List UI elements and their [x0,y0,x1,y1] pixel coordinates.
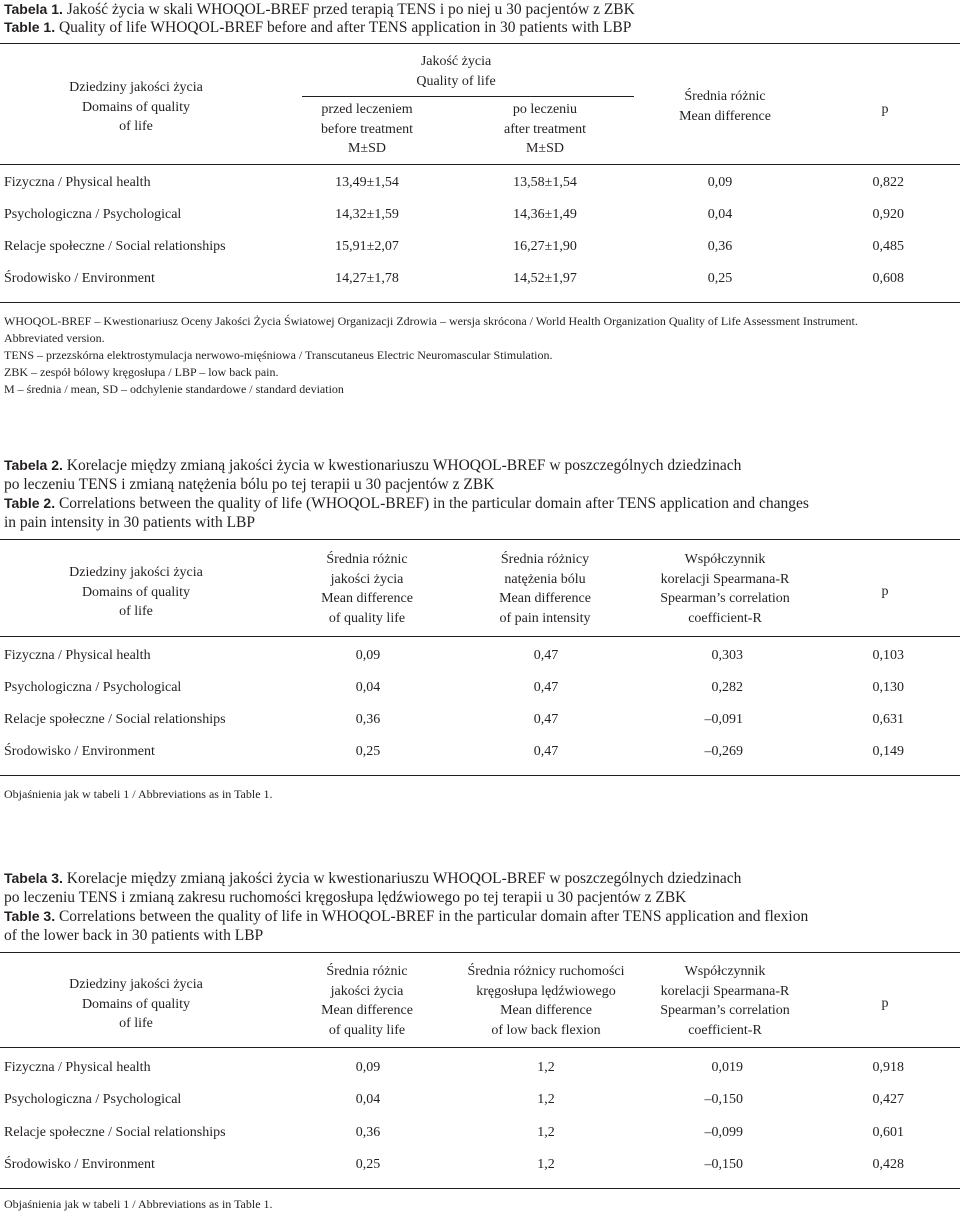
row-before: 13,49±1,54 [335,175,399,190]
table1-note: Abbreviated version. [4,331,105,345]
header-line: coefficient-R [688,610,762,626]
header-line: of life [119,1016,153,1031]
table2-caption-en [4,494,809,513]
row-r: 0,303 [711,648,743,663]
table1-caption-en [4,18,631,37]
table3-label-en: Table 3. [4,908,56,924]
header-line: Dziedziny jakości życia [69,565,203,580]
row-domain: Relacje społeczne / Social relationships [4,239,226,254]
table3-caption-pl-line1: Korelacje między zmianą jakości życia w kwestionariuszu WHOQOL-BREF w poszczególnych dziedzinach [66,870,742,887]
header-line: natężenia bólu [504,571,586,587]
table2-top-rule [0,539,960,540]
row-domain: Środowisko / Environment [4,271,155,286]
table1-note: TENS – przezskórna elektrostymulacja nerwowo-mięśniowa / Transcutaneus Electric Neuromascular Stimulation. [4,348,553,362]
row-p: 0,631 [872,712,904,727]
row-p: 0,485 [872,239,904,254]
row-after: 13,58±1,54 [513,175,577,190]
table1-caption-en-text: Quality of life WHOQOL-BREF before and after TENS application in 30 patients with LBP [58,19,632,36]
row-domain: Psychologiczna / Psychological [4,207,182,222]
row-diff: 0,36 [707,239,733,254]
row-pain: 0,47 [533,744,559,759]
table1-note: ZBK – zespół bólowy kręgosłupa / LBP – low back pain. [4,365,279,379]
row-pain: 0,47 [533,712,559,727]
table1-label-en: Table 1. [4,19,56,35]
row-mob: 1,2 [537,1092,555,1107]
row-after: 14,52±1,97 [513,271,577,286]
row-r: –0,150 [704,1092,743,1107]
table1-note: WHOQOL-BREF – Kwestionariusz Oceny Jakości Życia Światowej Organizacji Zdrowia – wersja skrócona / World Health Organization Quality of Life Assessment Instrument. [4,314,858,328]
header-line: Dziedziny jakości życia [69,80,203,95]
table2-header-rule [0,636,960,637]
row-qol: 0,04 [355,680,381,695]
row-domain: Środowisko / Environment [4,1157,155,1172]
table1-top-rule [0,43,960,44]
table1-caption-pl [4,0,635,19]
header-line: po leczeniu [512,102,578,117]
row-mob: 1,2 [537,1125,555,1140]
header-line: Mean difference [499,591,591,606]
row-pain: 0,47 [533,648,559,663]
table1-group-rule [302,96,634,97]
row-r: 0,019 [711,1060,743,1075]
table2-caption-en-line1: Correlations between the quality of life (WHOQOL-BREF) in the particular domain after TENS application and changes [58,495,809,512]
header-line: Domains of quality [81,996,191,1012]
table2-note: Objaśnienia jak w tabeli 1 / Abbreviations as in Table 1. [4,787,273,801]
header-line: coefficient-R [688,1022,762,1038]
row-before: 14,32±1,59 [335,207,399,222]
header-line: before treatment [320,121,414,137]
table2-header-qol [292,550,442,628]
table3-caption-en-line1: Correlations between the quality of life in WHOQOL-BREF in the particular domain after TENS application and flexion [58,908,809,925]
table1-header-diff [650,87,800,126]
table2-header-pain [470,550,620,628]
table3-caption-en [4,907,808,926]
table1-header-domain [56,78,216,137]
table3-header-qol [292,962,442,1040]
table3-label-pl: Tabela 3. [4,870,63,886]
table3-caption-pl [4,869,741,888]
row-domain: Fizyczna / Physical health [4,175,151,190]
table1-header-group [356,52,556,91]
row-after: 16,27±1,90 [513,239,577,254]
header-line: Średnia różnicy [500,552,590,567]
row-after: 14,36±1,49 [513,207,577,222]
row-p: 0,608 [872,271,904,286]
table3-header-p: p [881,996,889,1011]
row-pain: 0,47 [533,680,559,695]
row-p: 0,149 [872,744,904,759]
header-line: korelacji Spearmana-R [660,983,790,999]
header-line: of quality life [328,1022,406,1038]
row-before: 15,91±2,07 [335,239,399,254]
header-line: of low back flexion [491,1022,601,1038]
table2-caption-pl [4,456,741,475]
row-diff: 0,25 [707,271,733,286]
header-line: of pain intensity [499,610,591,626]
header-line: Mean difference [679,108,771,124]
row-r: –0,099 [704,1125,743,1140]
header-line: Dziedziny jakości życia [69,977,203,992]
header-line: jakości życia [330,571,404,587]
header-line: Domains of quality [81,584,191,600]
header-line: Średnia różnicy ruchomości [467,964,625,979]
header-line: M±SD [347,141,387,156]
row-p: 0,130 [872,680,904,695]
table2-header-domain [46,563,226,622]
row-domain: Fizyczna / Physical health [4,648,151,663]
header-line: Mean difference [500,1003,592,1018]
row-domain: Środowisko / Environment [4,744,155,759]
header-line: M±SD [525,141,565,156]
row-diff: 0,09 [707,175,733,190]
table3-caption-en-line2: of the lower back in 30 patients with LBP [4,927,264,944]
table1-header-before [292,100,442,159]
row-r: 0,282 [711,680,743,695]
row-p: 0,920 [872,207,904,222]
table2-caption-pl-line2: po leczeniu TENS i zmianą natężenia bólu po tej terapii u 30 pacjentów z ZBK [4,476,495,493]
table3-top-rule [0,952,960,953]
table1-header-after [470,100,620,159]
row-qol: 0,09 [355,648,381,663]
row-p: 0,427 [872,1092,904,1107]
table2-label-pl: Tabela 2. [4,457,63,473]
table2-caption-en-line2: in pain intensity in 30 patients with LBP [4,514,256,531]
row-domain: Fizyczna / Physical health [4,1060,151,1075]
header-line: przed leczeniem [321,102,413,117]
row-p: 0,918 [872,1060,904,1075]
table1-bottom-rule [0,302,960,303]
row-mob: 1,2 [537,1157,555,1172]
row-before: 14,27±1,78 [335,271,399,286]
table3-caption-pl-line2: po leczeniu TENS i zmianą zakresu ruchomości kręgosłupa lędźwiowego po tej terapii u 30 pacjentów z ZBK [4,889,687,906]
row-qol: 0,09 [355,1060,381,1075]
table1-note: M – średnia / mean, SD – odchylenie standardowe / standard deviation [4,382,344,396]
header-line: Współczynnik [684,964,766,979]
header-line: of life [119,604,153,619]
row-domain: Psychologiczna / Psychological [4,680,182,695]
header-line: after treatment [503,121,586,137]
row-qol: 0,36 [355,1125,381,1140]
header-line: Quality of life [416,73,496,89]
row-qol: 0,36 [355,712,381,727]
table3-bottom-rule [0,1188,960,1189]
table1-header-p: p [881,102,889,117]
header-line: Średnia różnic [326,964,408,979]
table3-header-corr [630,962,820,1040]
row-p: 0,103 [872,648,904,663]
header-line: Współczynnik [684,552,766,567]
row-domain: Relacje społeczne / Social relationships [4,712,226,727]
header-line: jakości życia [330,983,404,999]
table2-header-p: p [881,584,889,599]
row-domain: Relacje społeczne / Social relationships [4,1125,226,1140]
header-line: Jakość życia [420,54,492,69]
header-line: Spearman’s correlation [660,1003,790,1018]
row-p: 0,601 [872,1125,904,1140]
row-p: 0,428 [872,1157,904,1172]
table3-header-rule [0,1047,960,1048]
header-line: Mean difference [321,591,413,606]
row-domain: Psychologiczna / Psychological [4,1092,182,1107]
table1-header-rule [0,164,960,165]
row-qol: 0,04 [355,1092,381,1107]
row-diff: 0,04 [707,207,733,222]
row-qol: 0,25 [355,1157,381,1172]
table1-label-pl: Tabela 1. [4,1,63,17]
header-line: Domains of quality [81,99,191,115]
row-p: 0,822 [872,175,904,190]
table2-label-en: Table 2. [4,495,56,511]
header-line: korelacji Spearmana-R [660,571,790,587]
table3-note: Objaśnienia jak w tabeli 1 / Abbreviations as in Table 1. [4,1197,273,1211]
table2-bottom-rule [0,775,960,776]
row-qol: 0,25 [355,744,381,759]
row-r: –0,091 [704,712,743,727]
table3-header-domain [46,975,226,1034]
row-r: –0,269 [704,744,743,759]
table2-caption-pl-line1: Korelacje między zmianą jakości życia w kwestionariuszu WHOQOL-BREF w poszczególnych dziedzinach [66,457,742,474]
header-line: Spearman’s correlation [660,591,790,606]
header-line: kręgosłupa lędźwiowego [476,983,616,999]
row-mob: 1,2 [537,1060,555,1075]
header-line: Średnia różnic [684,89,766,104]
header-line: Mean difference [321,1003,413,1018]
header-line: of life [119,119,153,134]
table1-caption-pl-text: Jakość życia w skali WHOQOL-BREF przed terapią TENS i po niej u 30 pacjentów z ZBK [66,1,635,18]
row-r: –0,150 [704,1157,743,1172]
table3-header-mob [446,962,646,1040]
table2-header-corr [630,550,820,628]
header-line: Średnia różnic [326,552,408,567]
header-line: of quality life [328,610,406,626]
